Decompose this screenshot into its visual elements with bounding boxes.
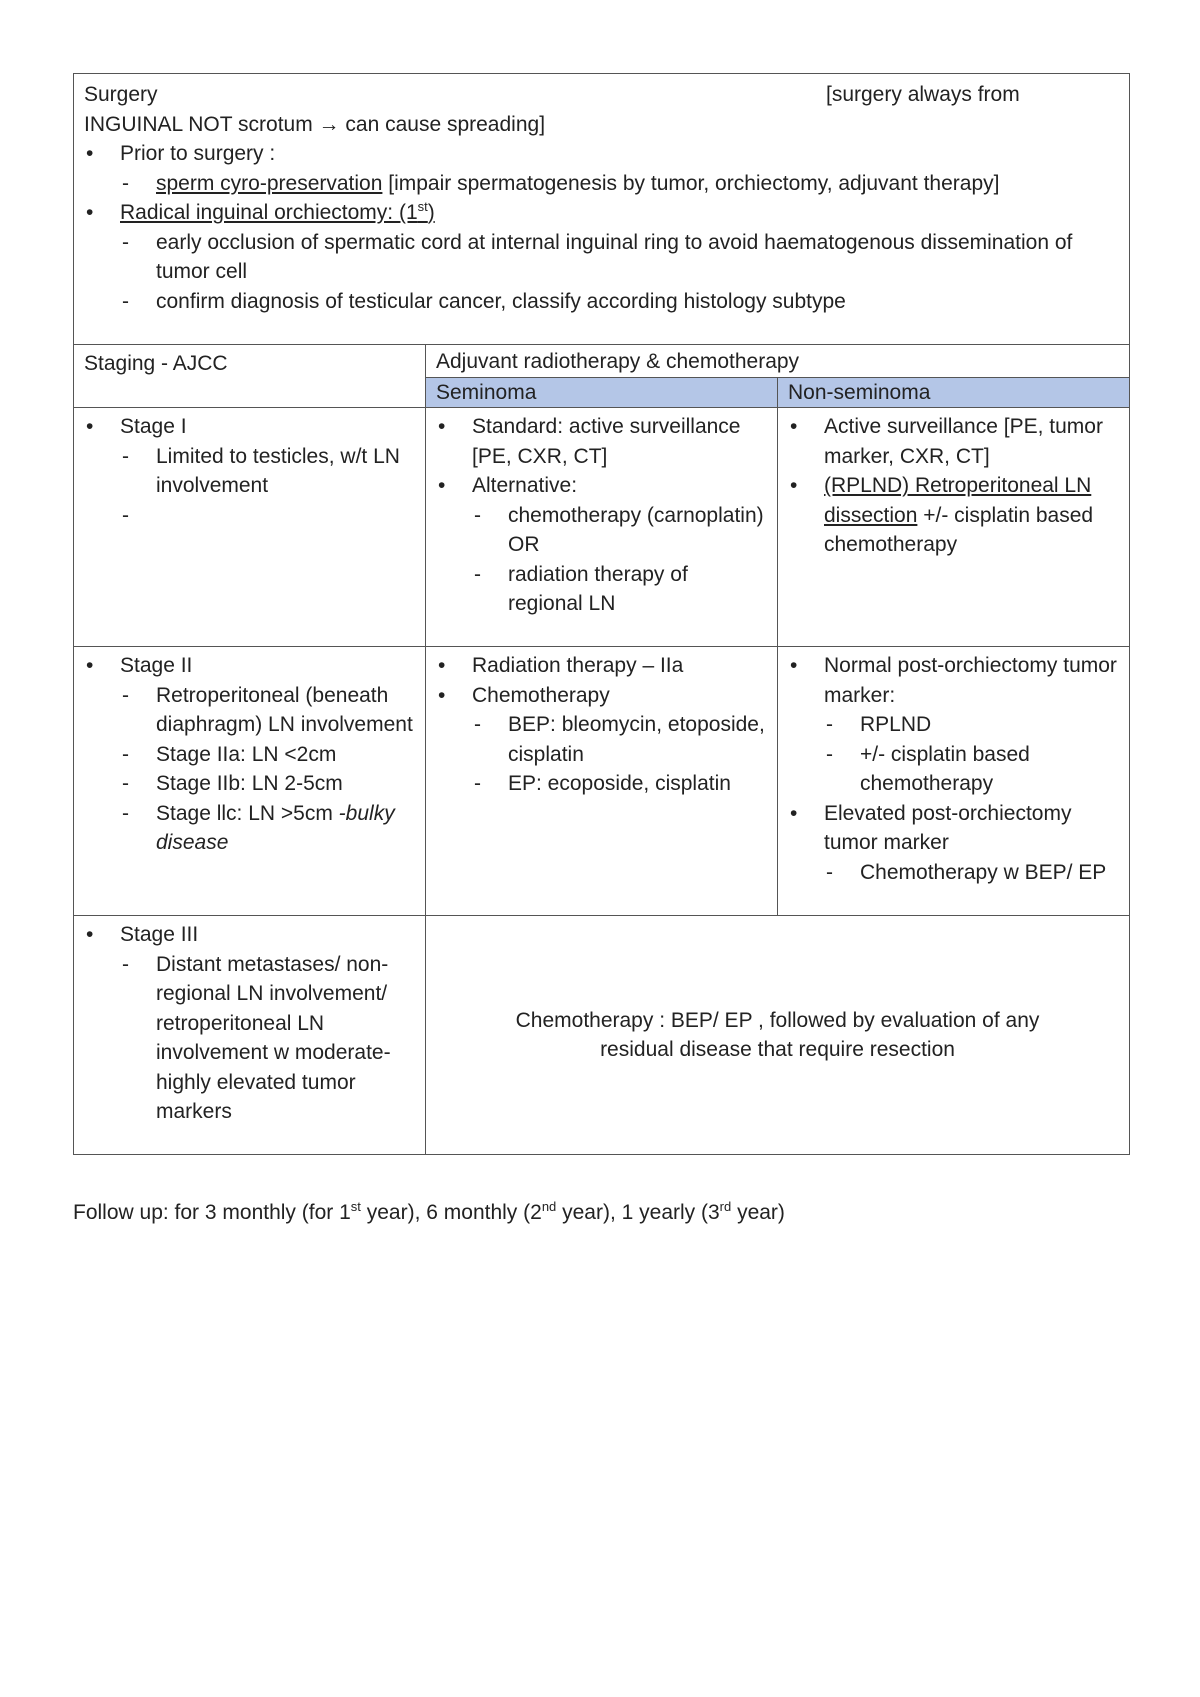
confirm-item <box>84 287 1119 317</box>
stage2-dash2: - Stage IIa: LN <2cm <box>84 740 415 770</box>
spreading-text: can cause spreading] <box>345 112 546 136</box>
treatment-table <box>73 73 1130 1155</box>
bullet-icon: • <box>790 415 798 438</box>
surgery-note-right: [surgery always from <box>826 83 1020 106</box>
sperm-link: sperm cyro-preservation <box>156 171 383 195</box>
dash-icon: - <box>474 503 481 527</box>
bullet-icon: • <box>86 654 94 677</box>
stage1-dash1: - Limited to testicles, w/t LN involvement <box>84 442 415 501</box>
confirm-text: confirm diagnosis of testicular cancer, classify according histology subtype <box>156 289 846 313</box>
dash-icon: - <box>122 742 129 766</box>
bullet-icon: • <box>438 683 446 707</box>
ns-elevated-marker: • Elevated post-orchiectomy tumor marker <box>788 799 1119 858</box>
stage2-dash3: - Stage IIb: LN 2-5cm <box>84 769 415 799</box>
bullet-icon: • <box>86 923 94 946</box>
adjuvant-header: Adjuvant radiotherapy & chemotherapy <box>436 350 800 373</box>
prior-surgery-item <box>84 139 1119 169</box>
stage2-label: • Stage II <box>84 651 415 681</box>
bullet-icon: • <box>438 415 446 438</box>
stage3-row <box>74 916 1130 1155</box>
stage2-dash4: - Stage llc: LN >5cm -bulky disease <box>84 799 415 858</box>
dash-icon: - <box>826 742 833 766</box>
ns-normal-marker: • Normal post-orchiectomy tumor marker: <box>788 651 1119 710</box>
surgery-row <box>74 74 1130 345</box>
stage1-dash-empty <box>84 501 415 531</box>
dash-icon: - <box>122 772 129 795</box>
prior-label: Prior to surgery : <box>120 142 276 165</box>
arrow-icon: → <box>318 112 340 136</box>
follow-up-text: Follow up: for 3 monthly (for 1st year), 6 monthly (2nd year), 1 yearly (3rd year) <box>73 1199 785 1224</box>
header-row <box>74 345 1130 378</box>
seminoma-header: Seminoma <box>436 380 537 404</box>
ns-chemo-dash: - Chemotherapy w BEP/ EP <box>788 858 1119 888</box>
bullet-icon: • <box>790 801 798 825</box>
ns-rplnd-dash: - RPLND <box>788 710 1119 740</box>
dash-icon: - <box>474 772 481 795</box>
nonseminoma-header: Non-seminoma <box>788 380 931 404</box>
sem-alternative: • Alternative: <box>436 471 767 501</box>
sem-chemotherapy: • Chemotherapy <box>436 681 767 711</box>
dash-icon: - <box>122 503 129 527</box>
document-page <box>73 73 1129 1155</box>
sem-alt-chemo: - chemotherapy (carnoplatin) OR <box>436 501 767 560</box>
surgery-title: Surgery <box>84 83 158 106</box>
bullet-icon: • <box>86 201 94 224</box>
sem-bep: - BEP: bleomycin, etoposide, cisplatin <box>436 710 767 769</box>
stage1-label: • Stage I <box>84 412 415 442</box>
surgery-heading <box>84 80 1119 110</box>
dash-icon: - <box>122 952 129 976</box>
stage3-label: • Stage III <box>84 920 415 950</box>
bullet-icon: • <box>438 654 446 677</box>
dash-icon: - <box>122 289 129 313</box>
sperm-rest: [impair spermatogenesis by tumor, orchiectomy, adjuvant therapy] <box>382 171 1000 195</box>
sem-standard: • Standard: active surveillance [PE, CXR, CT] <box>436 412 767 471</box>
stage1-row <box>74 408 1130 647</box>
inguinal-text: INGUINAL NOT scrotum <box>84 112 313 136</box>
bullet-icon: • <box>790 474 798 497</box>
stage3-treatment: Chemotherapy : BEP/ EP , followed by evaluation of any residual disease that require resection <box>515 1008 1040 1061</box>
dash-icon: - <box>122 683 129 707</box>
stage2-row <box>74 647 1130 916</box>
sem-radiation: • Radiation therapy – IIa <box>436 651 767 681</box>
dash-icon: - <box>122 801 129 825</box>
sem-alt-radiation: - radiation therapy of regional LN <box>436 560 767 619</box>
dash-icon: - <box>474 562 481 586</box>
dash-icon: - <box>122 444 129 468</box>
dash-icon: - <box>474 713 481 736</box>
sem-ep: - EP: ecoposide, cisplatin <box>436 769 767 799</box>
ns-active-surveillance: • Active surveillance [PE, tumor marker, CXR, CT] <box>788 412 1119 471</box>
stage3-dash1: - Distant metastases/ non-regional LN involvement/ retroperitoneal LN involvement w moderate-highly elevated tumor markers <box>84 950 415 1127</box>
bullet-icon: • <box>790 654 798 677</box>
stage2-dash1: - Retroperitoneal (beneath diaphragm) LN involvement <box>84 681 415 740</box>
occlusion-text: early occlusion of spermatic cord at internal inguinal ring to avoid haematogenous dissemination of tumor cell <box>156 230 1073 283</box>
dash-icon: - <box>826 713 833 736</box>
ns-cisplatin-dash: - +/- cisplatin based chemotherapy <box>788 740 1119 799</box>
occlusion-item <box>84 228 1119 287</box>
dash-icon: - <box>122 171 129 195</box>
bullet-icon: • <box>438 474 446 497</box>
sperm-item <box>84 169 1119 199</box>
bullet-icon: • <box>86 142 94 165</box>
bullet-icon: • <box>86 415 94 438</box>
dash-icon: - <box>826 860 833 884</box>
surgery-note-line2 <box>84 110 1119 140</box>
ns-rplnd: • (RPLND) Retroperitoneal LN dissection +/- cisplatin based chemotherapy <box>788 471 1119 560</box>
staging-header: Staging - AJCC <box>84 352 228 375</box>
rplnd-link: (RPLND) Retroperitoneal LN dissection <box>824 474 1092 527</box>
dash-icon: - <box>122 230 129 254</box>
radical-item <box>84 198 1119 228</box>
radical-label: Radical inguinal orchiectomy: (1st) <box>120 199 435 224</box>
